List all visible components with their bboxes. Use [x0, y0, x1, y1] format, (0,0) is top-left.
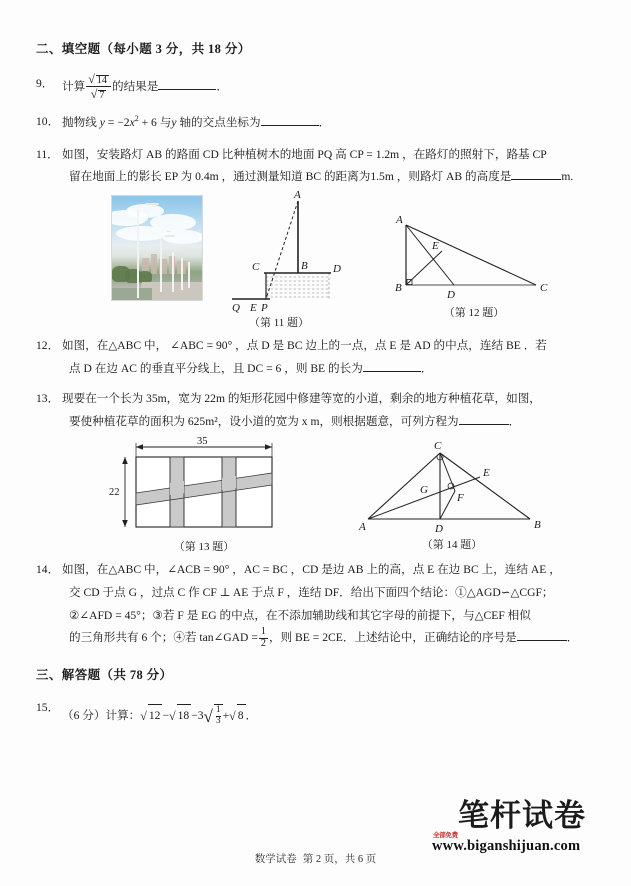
question-14-line-1: 如图，在△ABC 中，∠ACB = 90° ，AC = BC ，CD 是边 AB 上的高，点 E 在边 BC 上，连结 AE ，	[62, 563, 561, 577]
question-12-line-1: 如图，在△ABC 中， ∠ABC = 90° ，点 D 是 BC 边上的一点，点 E 是 AD 的中点，连结 BE ．若	[62, 339, 547, 353]
question-11-answer-blank[interactable]	[511, 179, 561, 180]
question-10-text-1: 抛物线	[62, 116, 97, 130]
question-9-line	[62, 72, 228, 102]
lamp-pole	[160, 240, 162, 292]
watermark-free-tag: 全部免费	[433, 832, 458, 839]
question-14-fraction-denominator: 2	[260, 637, 266, 649]
question-9-number: 9．	[36, 76, 54, 90]
question-11-number: 11．	[36, 147, 59, 161]
question-10-period: ．	[318, 116, 331, 130]
label-E: E	[432, 240, 439, 253]
question-14-body	[36, 559, 602, 649]
question-10-text-3: 轴的交点坐标为	[179, 116, 261, 130]
section-heading-fill-in-blank: 二、填空题（每小题 3 分，共 18 分）	[36, 42, 251, 56]
question-13-line-2-text: 要使种植花草的面积为 625m²，设小道的宽为 x m，则根据题意，可列方程为	[69, 414, 459, 428]
question-14-fraction-numerator: 1	[260, 625, 266, 637]
arrowhead-right	[265, 445, 272, 451]
question-9-denominator-root: √ 7	[86, 86, 111, 101]
question-9-numerator-root: √ 14	[88, 72, 107, 87]
question-10-answer-blank[interactable]	[261, 125, 319, 126]
lamp-pole	[172, 252, 174, 292]
question-12-line-2-text: 点 D 在边 AC 的垂直平分线上，且 DC = 6 ，则 BE 的长为	[69, 361, 363, 375]
question-15-term-4: 8	[237, 704, 246, 728]
segment-AC	[406, 225, 536, 285]
question-14-tangent-fraction	[259, 627, 268, 650]
label-E: E	[250, 302, 257, 315]
question-11-line-1: 如图，安装路灯 AB 的路面 CD 比种植树木的地面 PQ 高 CP = 1.2m ，在路灯的照射下，路基 CP	[62, 147, 547, 161]
question-10-axis-var: y	[171, 116, 177, 130]
page-content	[36, 40, 602, 736]
question-11-unit: m.	[561, 170, 574, 184]
lamp-arm	[160, 236, 170, 242]
label-B: B	[301, 260, 308, 273]
footer-total-pages: 6	[357, 854, 364, 865]
question-15-number: 15．	[36, 700, 60, 714]
crossing-2	[222, 476, 236, 490]
question-14-line-3: ②∠AFD = 45°；③若 F 是 EG 的中点，在不添加辅助线和其它字母的前提下，与△CEF 相似	[69, 608, 531, 622]
question-11-line-2-text: 留在地面上的影长 EP 为 0.4m ，通过测量知道 BC 的距离为1.5m ，则路灯 AB 的高度是	[69, 170, 512, 184]
question-9-period: ．	[216, 79, 228, 93]
question-10-eq-coef: −2	[117, 116, 130, 130]
question-12-svg	[384, 211, 564, 303]
question-10-eq-exponent: 2	[134, 114, 139, 124]
question-14	[36, 559, 602, 649]
question-14-number: 14．	[36, 563, 60, 577]
question-15-plus: +	[222, 708, 230, 722]
question-9-lead: 计算	[62, 79, 86, 93]
question-10-text-2: 与	[159, 116, 172, 130]
footer-title: 数学试卷	[254, 854, 297, 865]
question-10	[36, 111, 602, 134]
question-11-photo-figure	[111, 195, 203, 301]
question-13-number: 13．	[36, 392, 60, 406]
question-10-eq-equals: =	[107, 116, 115, 130]
question-11	[36, 144, 602, 189]
sqrt-symbol: √	[229, 708, 236, 723]
question-15-nested-numerator: 1	[215, 705, 221, 716]
question-13-body	[36, 388, 602, 433]
light-ray-line	[266, 201, 298, 299]
question-15-body	[36, 697, 602, 730]
question-15-period: ．	[245, 708, 258, 722]
footer-page-number: 2	[315, 854, 322, 865]
watermark-url: www.biganshijuan.com	[432, 838, 581, 854]
lamp-head	[174, 250, 182, 252]
sqrt-symbol: √	[169, 708, 176, 723]
question-14-diagram	[354, 439, 550, 552]
question-15-minus-1: −	[162, 708, 170, 722]
watermark-brand: 笔杆试卷	[458, 798, 586, 833]
question-15-lead: 计算：	[105, 708, 141, 722]
sqrt-symbol: √	[203, 706, 213, 726]
question-10-eq-y: y	[99, 116, 105, 130]
lamp-arm	[137, 204, 152, 213]
question-15-score: （6 分）	[62, 708, 106, 722]
question-14-caption: （第 14 题）	[421, 539, 483, 552]
building-shape	[151, 254, 157, 274]
segment-AC	[368, 453, 440, 519]
figures-row-11-12	[36, 189, 602, 330]
question-14-period: ．	[566, 631, 579, 645]
question-14-line-4-text-2: ，则 BE = 2CE．上述结论中，正确结论的序号是	[268, 631, 517, 645]
footer-page-unit: 页，共	[323, 854, 356, 865]
question-10-body	[36, 111, 602, 134]
label-D: D	[447, 289, 455, 302]
section-heading-solution: 三、解答题（共 78 分）	[36, 667, 173, 682]
question-12-number: 12．	[36, 339, 60, 353]
question-13-svg	[104, 437, 304, 537]
arrowhead-top	[122, 457, 128, 464]
question-9-tail: 的结果是	[111, 79, 159, 93]
lamp-pole	[137, 210, 139, 298]
arrowhead-bottom	[122, 520, 128, 527]
question-10-eq-x: x	[129, 116, 135, 130]
question-13-caption: （第 13 题）	[173, 541, 235, 554]
arrowhead-left	[136, 445, 143, 451]
page-footer	[0, 851, 631, 866]
question-15-nested-denominator: 3	[215, 715, 221, 726]
label-C: C	[434, 440, 442, 453]
question-9-fraction	[86, 72, 111, 101]
question-13	[36, 388, 602, 433]
question-15-term-2: 18	[177, 704, 192, 728]
question-13-diagram	[104, 437, 304, 554]
question-11-line-2	[62, 166, 602, 189]
label-E: E	[483, 467, 490, 480]
question-14-line-4-text: 的三角形共有 6 个；④若 tan∠GAD =	[69, 631, 258, 645]
figures-row-13-14	[36, 435, 602, 553]
roadside-shape	[112, 288, 152, 300]
dimension-label-width: 35	[197, 436, 208, 448]
question-12	[36, 335, 602, 380]
label-P: P	[261, 302, 268, 315]
question-12-line-2	[62, 358, 602, 381]
question-14-svg	[354, 439, 550, 535]
label-F: F	[457, 492, 464, 505]
question-15-term-3-radicand	[214, 704, 223, 728]
question-15-line	[62, 705, 258, 726]
question-9-body	[36, 73, 602, 102]
lamp-head	[145, 203, 159, 205]
label-A: A	[294, 189, 301, 202]
question-11-svg	[214, 191, 344, 313]
question-11-body	[36, 144, 602, 189]
question-13-answer-blank[interactable]	[459, 424, 509, 425]
streetlight-photo	[111, 195, 203, 301]
dimension-label-height: 22	[109, 487, 120, 499]
footer-total-unit: 页	[365, 854, 377, 865]
footer-page-label: 第	[302, 854, 314, 865]
question-13-period: ．	[508, 414, 521, 428]
segment-AD	[406, 225, 454, 285]
question-15-term-3-coef: −3	[191, 708, 204, 722]
label-C: C	[252, 261, 260, 274]
question-12-caption: （第 12 题）	[443, 307, 505, 320]
label-C: C	[540, 282, 548, 295]
label-Q: Q	[232, 302, 240, 315]
question-13-line-2	[62, 411, 602, 434]
question-14-answer-blank[interactable]	[517, 640, 567, 641]
question-12-diagram	[384, 211, 564, 320]
question-15-nested-fraction	[216, 706, 221, 727]
question-14-line-2: 交 CD 于点 G ，过点 C 作 CF ⊥ AE 于点 F ，连结 DF．给出下面四个结论：①△AGD∽△CGF；	[69, 585, 554, 599]
question-15-term-1: 12	[148, 704, 163, 728]
question-11-caption: （第 11 题）	[248, 317, 310, 330]
question-10-eq-const: + 6	[141, 116, 157, 130]
question-12-answer-blank[interactable]	[363, 371, 421, 372]
question-14-line-4	[62, 627, 602, 650]
label-D: D	[435, 523, 443, 536]
question-9	[36, 73, 602, 102]
question-9-answer-blank[interactable]	[158, 89, 216, 90]
lamp-pole	[188, 262, 190, 288]
label-A: A	[359, 521, 366, 534]
label-B: B	[395, 282, 402, 295]
question-10-line	[62, 116, 330, 129]
lamp-pole	[181, 258, 183, 290]
question-13-line-1: 现要在一个长为 35m，宽为 22m 的矩形花园中修建等宽的小道，剩余的地方种植花草，如图，	[62, 392, 541, 406]
crossing-1	[170, 481, 184, 495]
lamp-head	[165, 235, 175, 237]
question-12-body	[36, 335, 602, 380]
question-11-diagram	[214, 191, 344, 330]
label-B: B	[534, 519, 541, 532]
question-15	[36, 697, 602, 730]
question-10-number: 10．	[36, 115, 60, 129]
hatch-region	[266, 277, 329, 297]
sqrt-symbol: √	[140, 708, 147, 723]
label-A: A	[396, 214, 403, 227]
label-D: D	[333, 263, 341, 276]
segment-DF	[440, 491, 455, 519]
question-12-period: ．	[420, 361, 433, 375]
label-G: G	[420, 484, 428, 497]
